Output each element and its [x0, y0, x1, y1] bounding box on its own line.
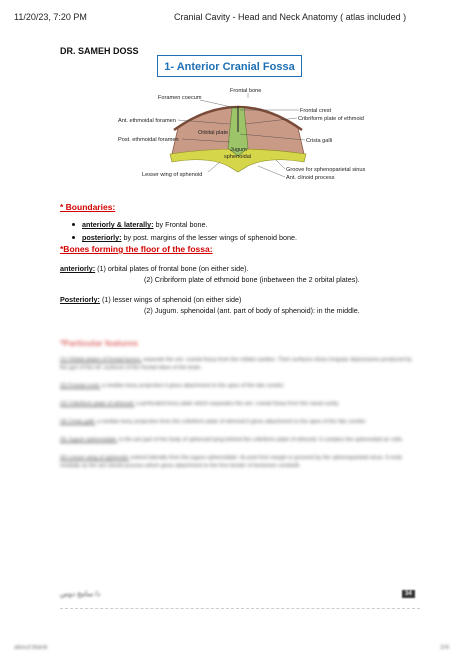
posteriorly-line-1: (1) lesser wings of sphenoid (on either side) [99, 295, 242, 304]
label-frontal-bone: Frontal bone [230, 88, 262, 94]
boundaries-heading: * Boundaries: [60, 202, 116, 212]
label-sphenoidal: sphenoidal [224, 154, 252, 160]
feature-paragraph: (4) Crista galli: a median bony projection from the cribriform plate of ethmoid it gives attachment to the apex of the falx cerebri. [60, 419, 367, 425]
footer-divider [60, 608, 420, 609]
label-ant-clinoid: Ant. clinoid process [286, 175, 335, 181]
label-orbital-plate: Orbital plate [198, 130, 229, 136]
boundaries-list [72, 220, 297, 246]
anteriorly-line-1: (1) orbital plates of frontal bone (on either side). [95, 264, 249, 273]
boundary-key: posteriorly: [82, 233, 122, 242]
features-heading: *Particular features [60, 338, 138, 348]
label-ant-ethmoidal: Ant. ethmoidal foramen [118, 118, 176, 124]
list-item [72, 233, 297, 242]
feature-paragraph: (1) Orbital plates of frontal bones: separate the ant. cranial fossa from the orbital cavities. Their surfaces show irregular depressions produced by the gyri of the inf. surfaces of the frontal lobes of the brain. [60, 357, 412, 371]
print-page-count: 2/4 [440, 644, 450, 651]
blurred-features-section [60, 338, 420, 480]
bones-anteriorly [60, 263, 360, 285]
label-groove: Groove for sphenoparietal sinus [286, 167, 366, 173]
label-crista-galli: Crista galli [306, 138, 333, 144]
feature-paragraph: (2) Frontal crest: a median bony projection it gives attachment to the apex of the falx cerebri. [60, 383, 285, 389]
boundary-key: anteriorly & laterally: [82, 220, 154, 229]
print-url: about:blank [14, 644, 48, 651]
print-datetime: 11/20/23, 7:20 PM [14, 12, 87, 22]
page-number-badge: 34 [402, 590, 415, 598]
feature-paragraph: (3) Cribriform plate of ethmoid: a perforated bony plate which separates the ant. cranial fossa from the nasal cavity. [60, 401, 340, 407]
anteriorly-line-2: (2) Cribriform plate of ethmoid bone (inbetween the 2 orbital plates). [144, 275, 360, 284]
anteriorly-key: anteriorly: [60, 264, 96, 273]
posteriorly-line-2: (2) Jugum. sphenoidal (ant. part of body of sphenoid): in the middle. [144, 306, 360, 315]
bones-posteriorly [60, 294, 360, 316]
anterior-cranial-fossa-figure [108, 84, 398, 192]
label-frontal-crest: Frontal crest [300, 108, 332, 114]
footer-arabic-author: د/ سامح دوس [60, 591, 101, 598]
label-cribriform: Cribriform plate of ethmoid [298, 116, 364, 122]
section-title: 1- Anterior Cranial Fossa [157, 55, 302, 77]
bones-heading: *Bones forming the floor of the fossa: [60, 244, 213, 254]
author-name: DR. SAMEH DOSS [60, 46, 139, 56]
boundary-text: by Frontal bone. [153, 220, 208, 229]
feature-paragraph: (6) Lesser wing of sphenoid: extend laterally from the jugum sphenoidale. Its post free margin is grooved by the sphenoparietal sinus. It ends medially as the ant clinoid process which gives attachment to the free border of tentorium cerebelli. [60, 455, 403, 469]
print-page-title: Cranial Cavity - Head and Neck Anatomy ( atlas included ) [174, 12, 407, 22]
list-item [72, 220, 297, 229]
boundary-text: by post. margins of the lesser wings of sphenoid bone. [121, 233, 297, 242]
feature-paragraph: (5) Jugum sphenoidale: is the ant part of the body of sphenoid lying behind the cribriform plate of ethmoid. It contains the sphenoidal air cells. [60, 437, 404, 443]
posteriorly-key: Posteriorly: [60, 295, 100, 304]
label-post-ethmoidal: Post. ethmoidal foramen [118, 137, 179, 143]
label-jugum: Jugum [230, 147, 247, 153]
label-lesser-wing: Lesser wing of sphenoid [142, 172, 203, 178]
label-foramen-coecum: Foramen coecum [158, 95, 202, 101]
